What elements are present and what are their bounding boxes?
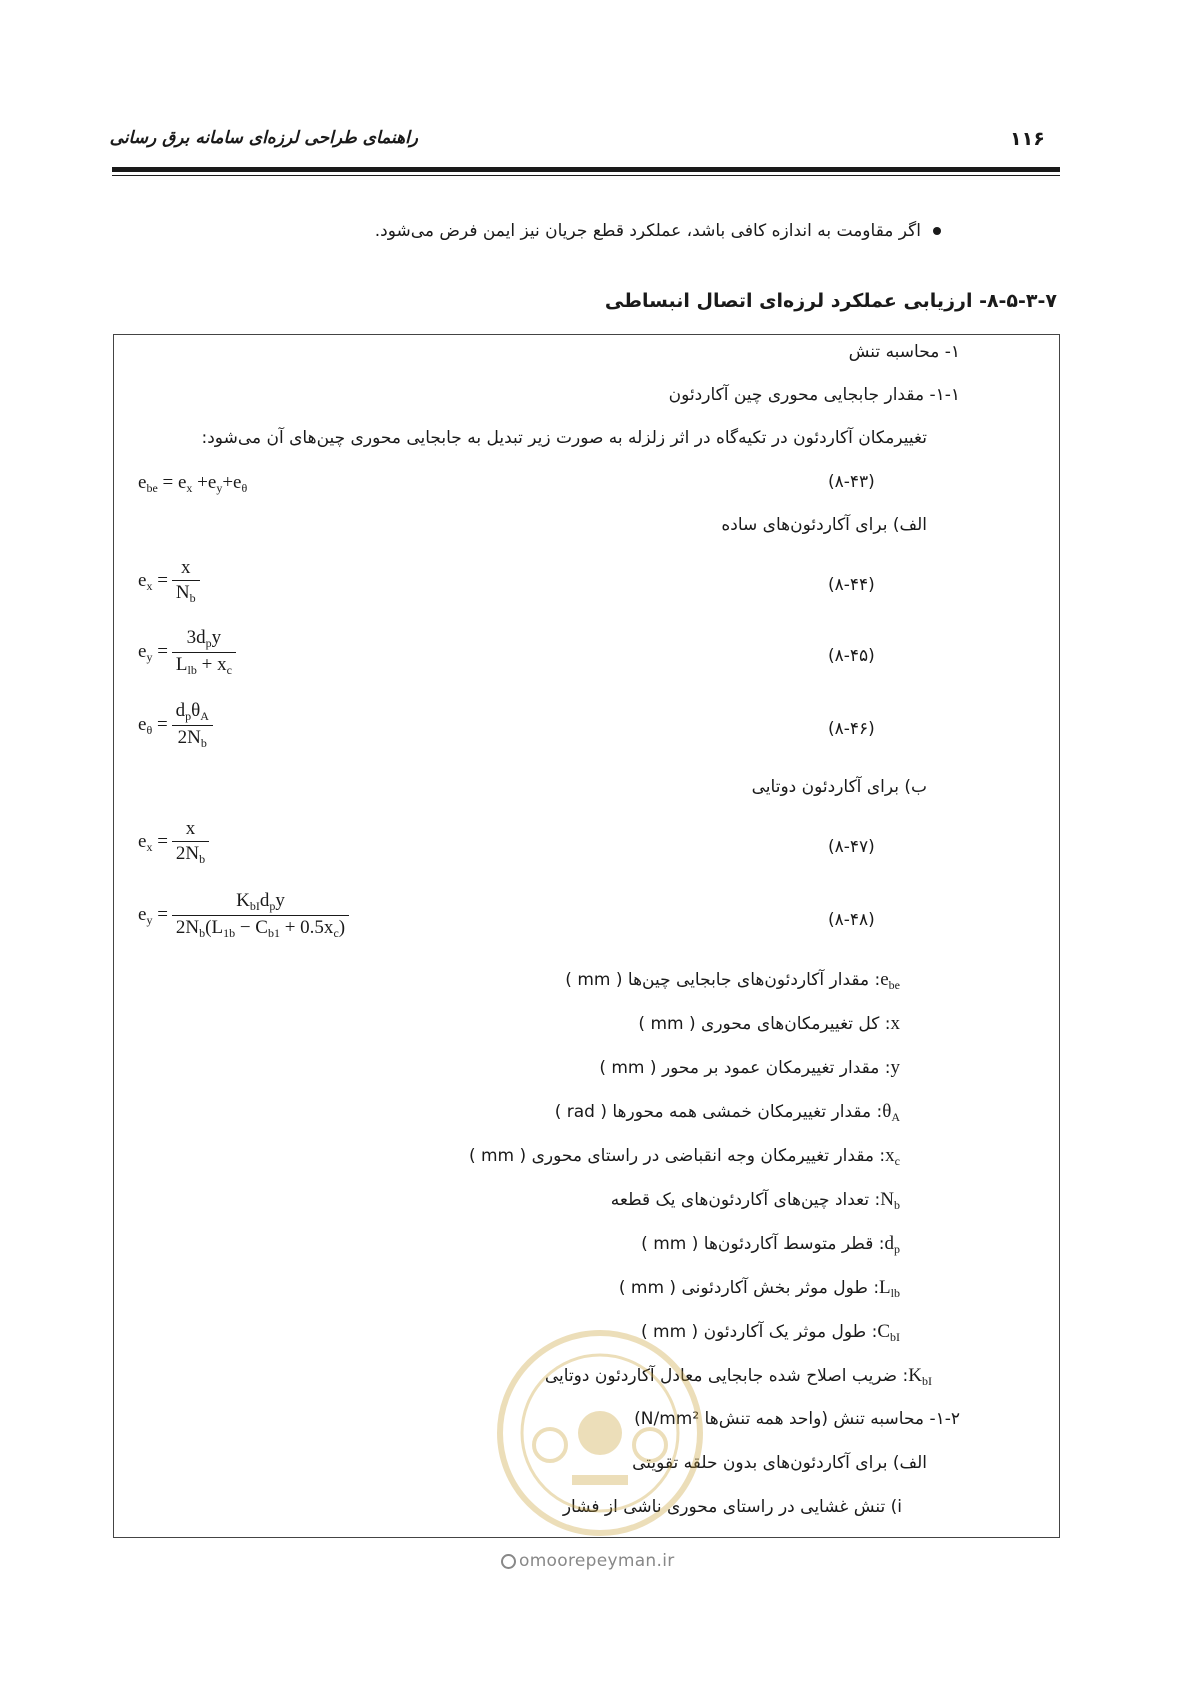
equation-45: $e_y$ = $\frac{3d_py}{L_{lb} + x_c}$ — [138, 627, 236, 678]
heading-axial-displacement: ۱-۱- مقدار جابجایی محوری چین آکاردئون — [668, 385, 960, 405]
watermark-seal-icon — [492, 1325, 708, 1541]
def-text: : طول موثر بخش آکاردئونی ( mm ) — [618, 1278, 880, 1298]
equation-number-44: (۸-۴۴) — [828, 575, 875, 595]
def-symbol: $N_b$ — [880, 1189, 900, 1212]
equation-number-45: (۸-۴۵) — [828, 646, 875, 666]
heading-stress-calc: ۱- محاسبه تنش — [848, 342, 960, 362]
def-text: : مقدار تغییرمکان عمود بر محور ( mm ) — [599, 1058, 891, 1078]
definition-xc — [469, 1145, 900, 1169]
def-symbol: $C_{bI}$ — [877, 1321, 900, 1344]
case-simple-bellows: الف) برای آکاردئون‌های ساده — [721, 515, 927, 535]
def-symbol: $L_{lb}$ — [879, 1277, 900, 1300]
equation-48: $e_y$ = $\frac{K_{bI}d_py}{2N_b(L_{1b} - C_{b1} + 0.5x_c)}$ — [138, 890, 349, 941]
book-title: راهنمای طراحی لرزه‌ای سامانه برق رسانی — [109, 128, 418, 148]
equation-46: $e_\theta$ = $\frac{d_p\theta_A}{2N_b}$ — [138, 700, 213, 751]
def-text: : مقدار تغییرمکان وجه انقباضی در راستای محوری ( mm ) — [468, 1146, 886, 1166]
def-symbol: x — [890, 1013, 900, 1034]
equation-number-46: (۸-۴۶) — [828, 719, 875, 739]
equation-number-48: (۸-۴۸) — [828, 910, 875, 930]
header-rule-thick — [112, 167, 1060, 172]
footer-url: omoorepeyman.ir — [519, 1551, 675, 1571]
def-text: : تعداد چین‌های آکاردئون‌های یک قطعه — [610, 1190, 881, 1210]
def-text: : طول موثر یک آکاردئون ( mm ) — [640, 1322, 878, 1342]
definition-ebe — [565, 969, 900, 993]
def-symbol: $x_c$ — [885, 1145, 900, 1168]
footer-watermark — [501, 1551, 675, 1571]
def-symbol: $K_{bI}$ — [908, 1365, 932, 1388]
section-title: ۸-۵-۳-۷- ارزیابی عملکرد لرزه‌ای اتصال انبساطی — [604, 290, 1057, 312]
at-sign-icon — [501, 1554, 516, 1569]
equation-43: $e_{be} = e_x +e_y+e_\theta$ — [138, 472, 248, 495]
def-symbol: $e_{be}$ — [880, 969, 900, 992]
definition-y — [599, 1057, 900, 1079]
item-membrane-stress: i) تنش غشایی در راستای محوری ناشی از فشار — [562, 1497, 902, 1517]
definition-theta-a — [555, 1101, 900, 1125]
equation-44: $e_x$ = $\frac{x}{N_b}$ — [138, 557, 200, 606]
bullet-dot-icon — [933, 227, 941, 235]
def-text: : مقدار تغییرمکان خمشی همه محورها ( rad ) — [554, 1102, 883, 1122]
case-double-bellows: ب) برای آکاردئون دوتایی — [751, 777, 927, 797]
definition-x — [638, 1013, 900, 1035]
equation-number-43: (۸-۴۳) — [828, 472, 875, 492]
def-text: : قطر متوسط آکاردئون‌ها ( mm ) — [641, 1234, 885, 1254]
def-text: : مقدار آکاردئون‌های جابجایی چین‌ها ( mm ) — [565, 970, 881, 990]
page-number: ۱۱۶ — [1010, 128, 1045, 150]
def-symbol: $\theta_A$ — [882, 1101, 900, 1124]
bullet-paragraph — [375, 221, 941, 241]
def-symbol: y — [890, 1057, 900, 1078]
def-text: : کل تغییرمکان‌های محوری ( mm ) — [638, 1014, 891, 1034]
definition-llb — [619, 1277, 900, 1301]
definition-nb — [611, 1189, 900, 1213]
heading-stress-units: ۱-۲- محاسبه تنش (واحد همه تنش‌ها N/mm²) — [634, 1409, 960, 1429]
def-symbol: $d_p$ — [884, 1233, 900, 1256]
equation-47: $e_x$ = $\frac{x}{2N_b}$ — [138, 818, 209, 867]
case-unreinforced: الف) برای آکاردئون‌های بدون حلقه تقویتی — [632, 1453, 927, 1473]
bullet-text: اگر مقاومت به اندازه کافی باشد، عملکرد قطع جریان نیز ایمن فرض می‌شود. — [374, 221, 921, 241]
intro-paragraph: تغییرمکان آکاردئون در تکیه‌گاه در اثر زلزله به صورت زیر تبدیل به جابجایی محوری چین‌های آن می‌شود: — [201, 428, 927, 448]
definition-dp — [641, 1233, 900, 1257]
equation-number-47: (۸-۴۷) — [828, 837, 875, 857]
def-text: : ضریب اصلاح شده جابجایی معادل آکاردئون دوتایی — [544, 1366, 909, 1386]
header-rule-thin — [112, 175, 1060, 176]
